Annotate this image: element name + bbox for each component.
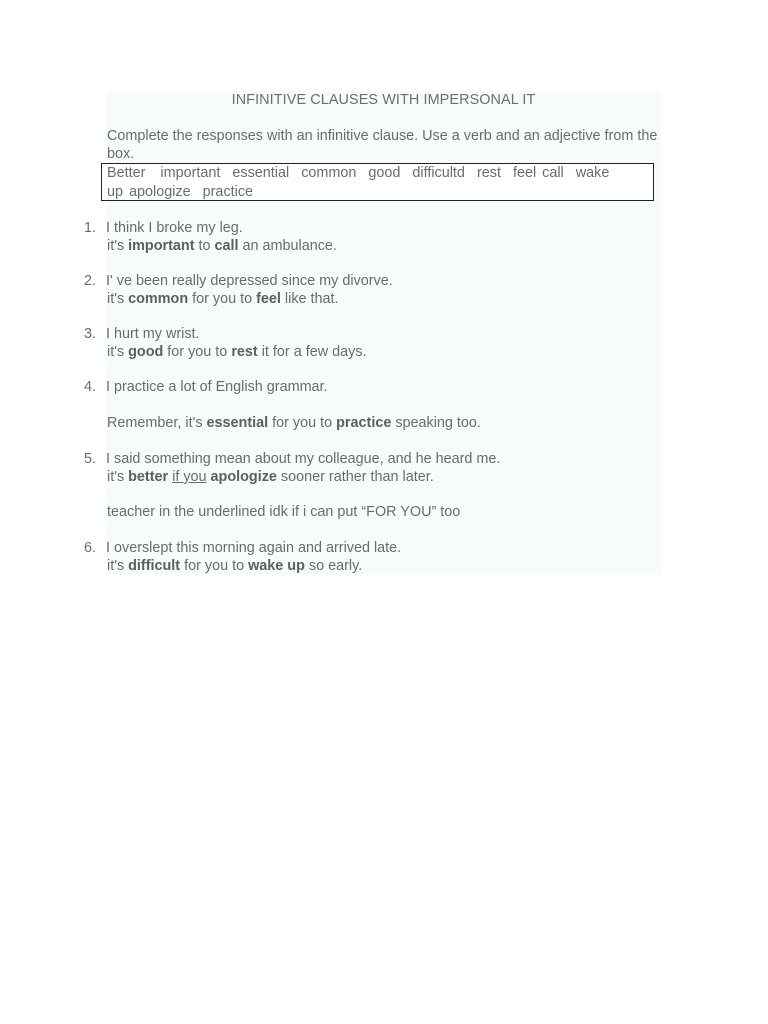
instructions-text: Complete the responses with an infinitive clause. Use a verb and an adjective from the box. bbox=[107, 128, 658, 162]
word-box-word: wake bbox=[575, 165, 610, 181]
response-text: it's bbox=[107, 469, 129, 485]
word-box-line-2 bbox=[107, 183, 253, 201]
item-number: 3. bbox=[84, 326, 97, 342]
item-response bbox=[107, 557, 362, 575]
word-box-word: common bbox=[301, 165, 357, 181]
response-text: sooner rather than later. bbox=[276, 469, 434, 485]
item-number: 6. bbox=[84, 540, 97, 556]
word-box-word: essential bbox=[232, 165, 290, 181]
word-box-word: Better bbox=[107, 165, 146, 181]
response-verb: rest bbox=[231, 344, 258, 360]
item-prompt: I overslept this morning again and arrived late. bbox=[106, 540, 402, 556]
item-prompt: I hurt my wrist. bbox=[106, 326, 200, 342]
item-number: 1. bbox=[84, 220, 97, 236]
item-number: 4. bbox=[84, 379, 97, 395]
response-text: it's bbox=[107, 291, 129, 307]
word-box-word: call bbox=[542, 165, 564, 181]
response-text: Remember, it's bbox=[107, 415, 207, 431]
student-note: teacher in the underlined idk if i can put “FOR YOU” too bbox=[107, 504, 461, 520]
word-box-word: good bbox=[368, 165, 401, 181]
item-response bbox=[107, 414, 481, 432]
response-text: an ambulance. bbox=[238, 238, 337, 254]
response-verb: wake up bbox=[248, 558, 305, 574]
word-box-word: feel bbox=[512, 165, 537, 181]
response-adjective: difficult bbox=[128, 558, 181, 574]
item-prompt: I think I broke my leg. bbox=[106, 220, 243, 236]
word-box-word: important bbox=[160, 165, 221, 181]
word-box-line-1 bbox=[107, 164, 609, 182]
response-adjective: essential bbox=[206, 415, 269, 431]
response-verb: practice bbox=[336, 415, 392, 431]
response-text: it for a few days. bbox=[257, 344, 367, 360]
response-adjective: good bbox=[128, 344, 164, 360]
response-text: it's bbox=[107, 238, 129, 254]
response-text: it's bbox=[107, 558, 129, 574]
item-prompt: I said something mean about my colleague, and he heard me. bbox=[106, 451, 501, 467]
response-text: to bbox=[194, 238, 215, 254]
word-box-word: apologize bbox=[129, 184, 191, 200]
item-response bbox=[107, 237, 337, 255]
word-box-word: difficultd bbox=[412, 165, 465, 181]
response-text: it's bbox=[107, 344, 129, 360]
response-text: for you to bbox=[180, 558, 249, 574]
word-box bbox=[101, 163, 654, 201]
response-adjective: important bbox=[128, 238, 195, 254]
word-box-word: practice bbox=[202, 184, 254, 200]
response-verb: feel bbox=[256, 291, 281, 307]
response-text: speaking too. bbox=[391, 415, 481, 431]
response-text: so early. bbox=[304, 558, 363, 574]
item-prompt: I' ve been really depressed since my divorve. bbox=[106, 273, 393, 289]
response-verb: apologize bbox=[210, 469, 277, 485]
item-response bbox=[107, 290, 339, 308]
response-adjective: better bbox=[128, 469, 169, 485]
response-text: for you to bbox=[268, 415, 337, 431]
underlined-phrase: if you bbox=[172, 469, 207, 485]
response-text: like that. bbox=[280, 291, 339, 307]
response-text: for you to bbox=[163, 344, 232, 360]
word-box-word: rest bbox=[476, 165, 501, 181]
item-response bbox=[107, 343, 367, 361]
item-number: 2. bbox=[84, 273, 97, 289]
item-number: 5. bbox=[84, 451, 97, 467]
response-verb: call bbox=[214, 238, 239, 254]
item-response bbox=[107, 468, 434, 486]
item-prompt: I practice a lot of English grammar. bbox=[106, 379, 328, 395]
worksheet-title: INFINITIVE CLAUSES WITH IMPERSONAL IT bbox=[231, 92, 536, 108]
response-text: for you to bbox=[188, 291, 257, 307]
response-adjective: common bbox=[128, 291, 189, 307]
word-box-word: up bbox=[107, 184, 124, 200]
